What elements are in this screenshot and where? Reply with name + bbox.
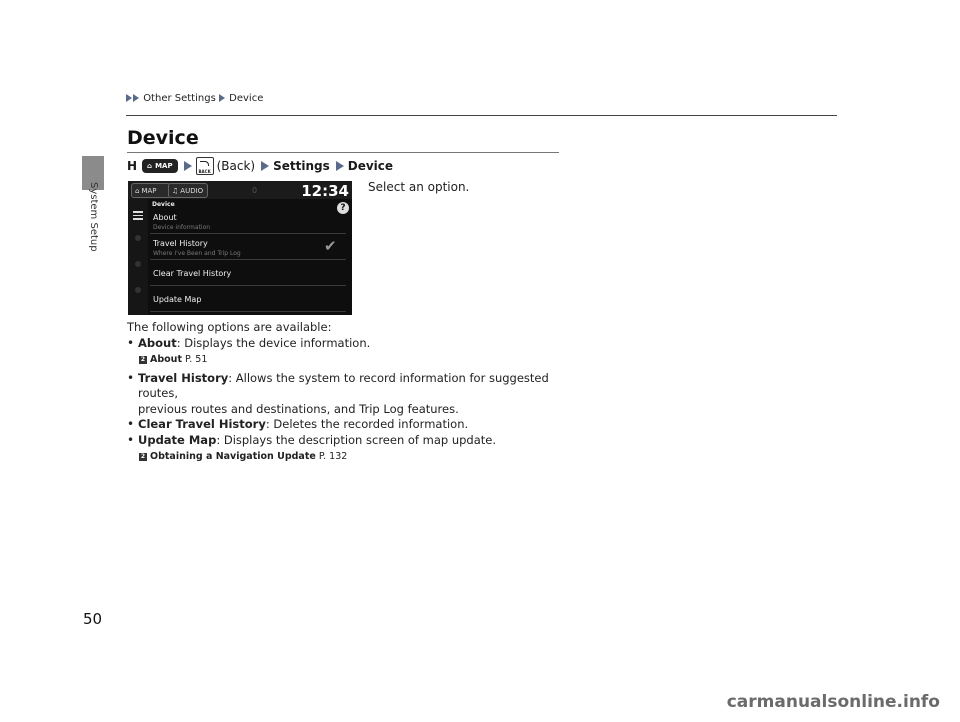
cross-reference[interactable]: [139, 449, 567, 465]
rail-dot-icon: [135, 261, 141, 267]
desc: : Allows the system to record information for suggested routes,: [138, 370, 549, 400]
breadcrumb-arrow-icon: [126, 94, 132, 102]
device-label: Device: [347, 159, 394, 173]
rail-dot-icon: [135, 287, 141, 293]
section-label: System Setup: [88, 182, 99, 252]
select-instruction: Select an option.: [368, 180, 470, 194]
help-icon[interactable]: ?: [337, 202, 349, 214]
settings-label: Settings: [273, 159, 330, 173]
screen-audio-button[interactable]: [168, 183, 208, 198]
list-item: [127, 336, 567, 352]
desc: : Displays the description screen of map update.: [216, 432, 497, 447]
cross-reference[interactable]: [139, 352, 567, 368]
list-item: [127, 433, 567, 449]
checkmark-icon[interactable]: ✔: [324, 237, 337, 255]
screen-map-label: MAP: [141, 186, 157, 195]
bullet-text: [138, 417, 468, 433]
screen-heading: Device: [152, 201, 175, 208]
map-button-label: MAP: [155, 162, 173, 170]
ref-page: P. 132: [318, 451, 348, 462]
page-title: Device: [127, 127, 199, 149]
screen-audio-label: AUDIO: [180, 186, 204, 195]
watermark: carmanualsonline.info: [726, 692, 940, 712]
screen-item-about[interactable]: [150, 209, 346, 234]
ref-label[interactable]: About: [150, 354, 182, 365]
bullet-text: [138, 433, 496, 449]
breadcrumb-arrow-icon: [133, 94, 139, 102]
arrow-icon: [261, 161, 269, 171]
map-button-icon: [142, 159, 178, 173]
term: Update Map: [138, 432, 217, 447]
rail-dot-icon: [135, 235, 141, 241]
arrow-icon: [184, 161, 192, 171]
list-item: [127, 371, 567, 402]
music-note-icon: ♫: [172, 186, 179, 195]
screen-item-clear-travel-history[interactable]: [150, 261, 346, 286]
desc-continued: previous routes and destinations, and Trip Log features.: [138, 401, 459, 416]
page-number: 50: [83, 610, 103, 628]
intro-text: The following options are available:: [127, 320, 332, 334]
bullet-text: [138, 371, 567, 402]
term: Clear Travel History: [138, 417, 266, 431]
screen-map-button[interactable]: [131, 183, 171, 198]
home-icon: ⌂: [135, 186, 140, 195]
menu-icon[interactable]: [133, 211, 143, 222]
device-screen-image: [128, 181, 352, 315]
ref-page: P. 51: [185, 354, 208, 365]
item-title: Travel History: [153, 239, 208, 248]
desc: : Deletes the recorded information.: [265, 417, 469, 431]
item-title: About: [153, 213, 177, 222]
bullet-icon: •: [127, 370, 135, 385]
item-title: Update Map: [153, 295, 202, 304]
bullet-icon: •: [127, 335, 135, 350]
breadcrumb: [126, 93, 263, 104]
screen-left-rail: [128, 199, 148, 315]
compass-indicator: 0: [252, 186, 258, 195]
home-icon: H: [127, 159, 138, 173]
title-rule: [127, 152, 559, 153]
bullet-text: [138, 336, 370, 352]
desc: : Displays the device information.: [176, 335, 371, 350]
back-label: (Back): [216, 159, 256, 173]
term: Travel History: [138, 370, 229, 385]
item-title: Clear Travel History: [153, 269, 232, 278]
breadcrumb-arrow-icon: [219, 94, 225, 102]
screen-item-update-map[interactable]: [150, 287, 346, 312]
ref-label[interactable]: Obtaining a Navigation Update: [150, 451, 316, 462]
arrow-icon: [336, 161, 344, 171]
term: About: [138, 335, 177, 350]
item-subtitle: Where I've Been and Trip Log: [153, 250, 241, 257]
back-button-icon: [196, 157, 214, 175]
breadcrumb-item[interactable]: Device: [229, 93, 264, 104]
screen-item-travel-history[interactable]: [150, 235, 346, 260]
bullet-icon: •: [127, 432, 135, 447]
item-subtitle: Device information: [153, 224, 211, 231]
list-item: [127, 417, 567, 433]
reference-arrow-icon: 2: [140, 355, 146, 363]
header-rule: [126, 115, 837, 116]
bullet-icon: •: [127, 417, 135, 431]
screen-clock: 12:34: [301, 182, 349, 200]
home-small-icon: ⌂: [147, 162, 153, 170]
options-description: [127, 320, 567, 468]
breadcrumb-item[interactable]: Other Settings: [143, 93, 216, 104]
navigation-path: [127, 157, 393, 175]
reference-arrow-icon: 2: [140, 452, 146, 460]
